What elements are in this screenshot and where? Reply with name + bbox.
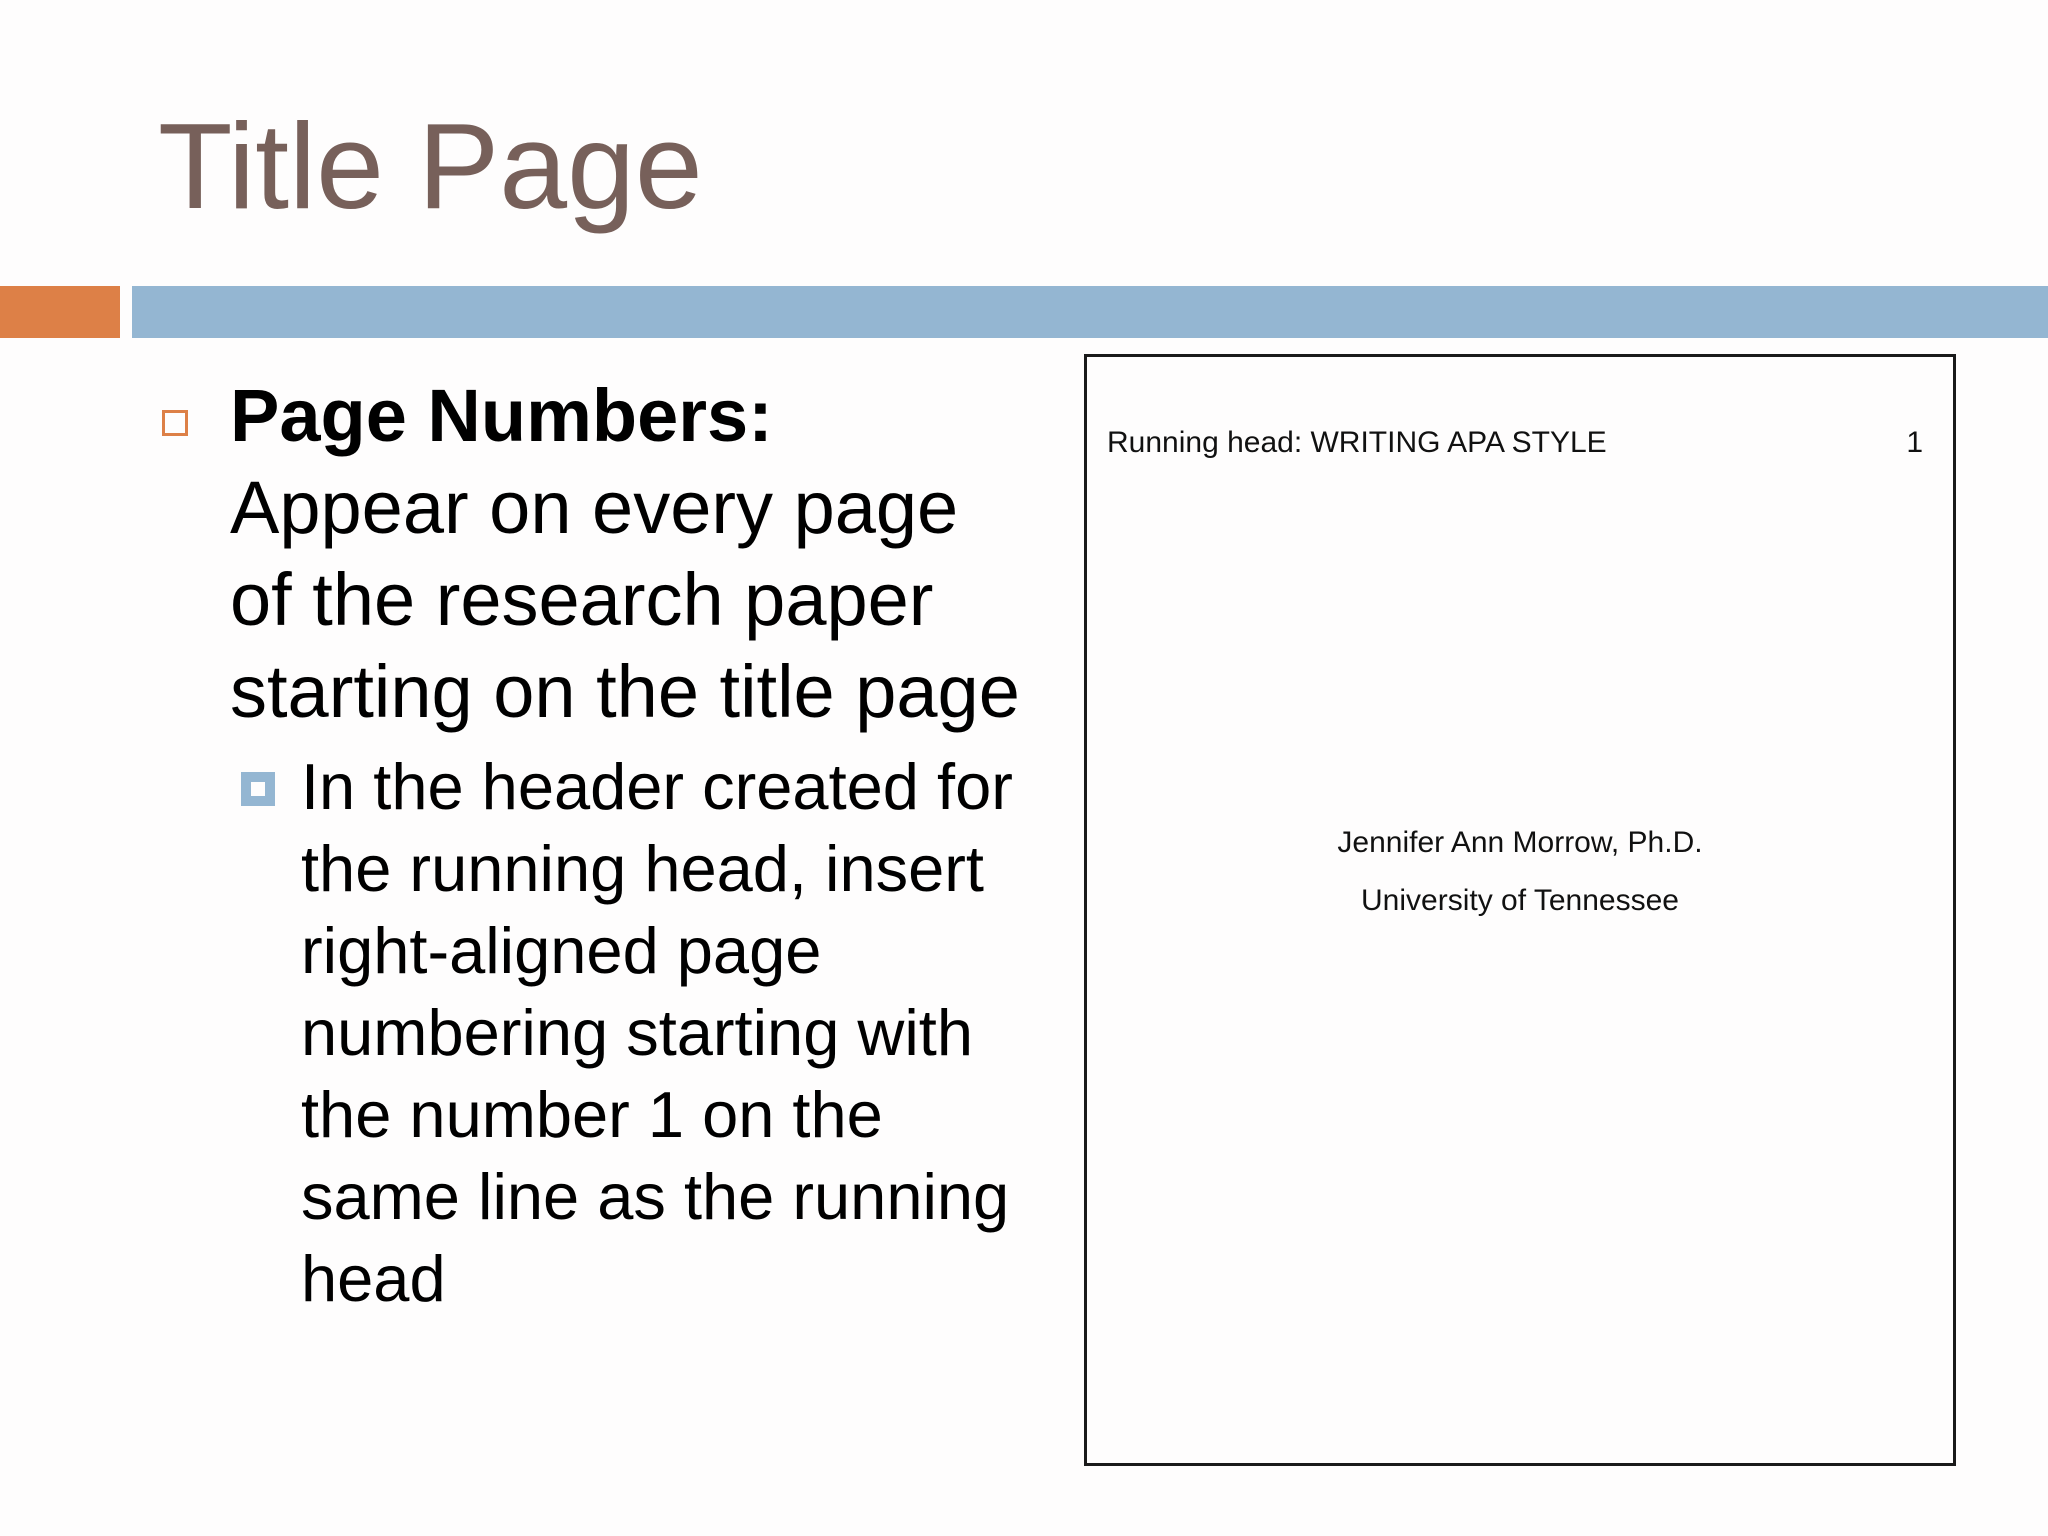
sub-bullet-text: In the header created for the running head, insert right-aligned page numbering starting with the number 1 on the same line as the running head (301, 750, 1013, 1315)
square-bullet-icon (241, 772, 275, 806)
bullet-text: Appear on every page of the research paper starting on the title page (230, 466, 1020, 733)
accent-bar-blue (132, 286, 2048, 338)
bullet-level-1 (160, 370, 1020, 738)
bullet-level-2 (301, 746, 1020, 1320)
running-head: Running head: WRITING APA STYLE (1107, 426, 1607, 459)
slide-content (160, 370, 1020, 1320)
author-name: Jennifer Ann Morrow, Ph.D. (1337, 826, 1703, 859)
slide-title: Title Page (158, 98, 703, 234)
author-affiliation: University of Tennessee (1361, 884, 1679, 917)
square-bullet-icon (162, 410, 188, 436)
example-title-page (1084, 354, 1956, 1466)
accent-bar-orange (0, 286, 120, 338)
bullet-heading: Page Numbers: (230, 374, 773, 457)
page-number: 1 (1906, 426, 1923, 459)
